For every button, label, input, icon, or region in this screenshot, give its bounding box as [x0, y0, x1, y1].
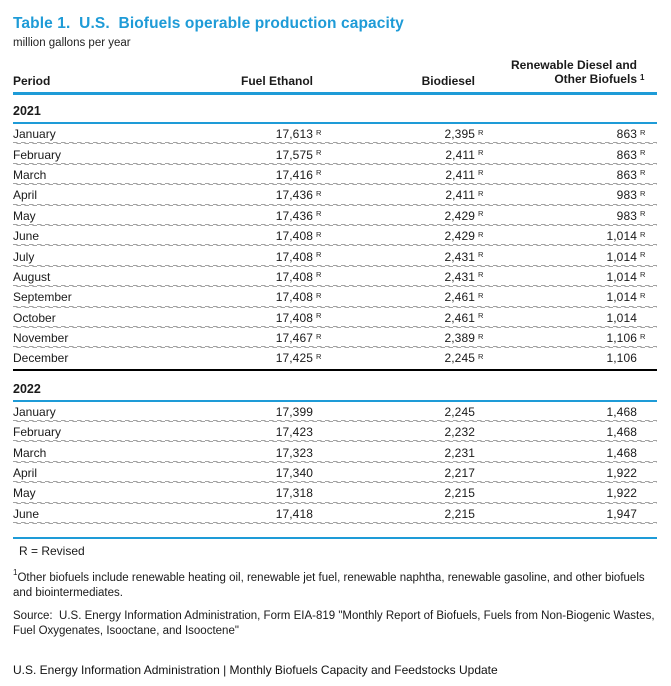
period-cell: February [13, 425, 62, 440]
table-row [13, 308, 657, 328]
period-cell: February [13, 147, 62, 162]
source-note: Source: U.S. Energy Information Administration, Form EIA-819 "Monthly Report of Biofuels, Fuels from Non-Biogenic Wastes, Fuel Oxygenates, Isooctane, and Isooctene" [13, 610, 658, 637]
fuel-ethanol-cell: 17,575 $^R$ [275, 147, 322, 162]
table-row [13, 463, 657, 483]
period-cell: March [13, 167, 47, 182]
revised-flag: R [316, 148, 322, 158]
renewable-diesel-cell: 1,106 [606, 351, 637, 366]
period-cell: May [13, 208, 36, 223]
revised-flag: R [316, 209, 322, 219]
fuel-ethanol-cell: 17,318 [275, 486, 313, 501]
year-label-2022: 2022 [13, 381, 41, 396]
fuel-ethanol-cell: 17,408 $^R$ [275, 229, 322, 244]
table-row [13, 422, 657, 442]
table-row [13, 504, 657, 524]
period-cell: April [13, 466, 38, 481]
renewable-diesel-cell: 983 $^R$ [616, 188, 646, 203]
period-cell: January [13, 404, 56, 419]
table-row [13, 267, 657, 287]
biodiesel-cell: 2,429 $^R$ [444, 229, 484, 244]
revised-flag: R [478, 148, 484, 158]
table-row [13, 124, 657, 144]
renewable-diesel-cell: 1,922 [606, 466, 637, 481]
renewable-diesel-cell: 983 $^R$ [616, 208, 646, 223]
biodiesel-cell: 2,429 $^R$ [444, 208, 484, 223]
revised-flag: R [478, 229, 484, 239]
biodiesel-cell: 2,461 $^R$ [444, 290, 484, 305]
biodiesel-cell: 2,232 [444, 425, 475, 440]
page-footer: U.S. Energy Information Administration | Monthly Biofuels Capacity and Feedstocks Update [13, 663, 498, 678]
revised-flag: R [316, 290, 322, 300]
footnote-other-biofuels: $^1$Other biofuels include renewable heating oil, renewable jet fuel, renewable naphtha, renewable gasoline, and other biofuels and biointermediates. [13, 568, 645, 599]
table-row [13, 402, 657, 422]
biodiesel-cell: 2,389 $^R$ [444, 331, 484, 346]
column-header-biodiesel: Biodiesel [333, 74, 495, 88]
fuel-ethanol-cell: 17,408 $^R$ [275, 269, 322, 284]
revised-flag: R [478, 351, 484, 361]
table-row [13, 185, 657, 205]
revised-legend: R = Revised [19, 544, 85, 559]
biodiesel-cell: 2,431 $^R$ [444, 269, 484, 284]
table-units-subtitle: million gallons per year [13, 37, 131, 49]
flag-slot [637, 72, 657, 88]
renewable-diesel-cell: 1,014 [606, 310, 637, 325]
biodiesel-cell: 2,231 [444, 445, 475, 460]
fuel-ethanol-cell: 17,467 $^R$ [275, 331, 322, 346]
table-row [13, 348, 657, 368]
renewable-diesel-cell: 1,014 $^R$ [606, 249, 646, 264]
footnote-marker: 1 [640, 72, 645, 82]
fuel-ethanol-cell: 17,423 [275, 425, 313, 440]
flag-slot [637, 58, 657, 72]
period-cell: September [13, 290, 72, 305]
fuel-ethanol-cell: 17,408 $^R$ [275, 249, 322, 264]
biodiesel-cell: 2,461 $^R$ [444, 310, 484, 325]
column-header-renewable-diesel: Renewable Diesel and Other Biofuels $^1$ [495, 58, 657, 88]
fuel-ethanol-cell: 17,340 [275, 466, 313, 481]
header-rule [13, 92, 657, 95]
biodiesel-cell: 2,411 $^R$ [445, 147, 484, 162]
fuel-ethanol-cell: 17,436 $^R$ [275, 208, 322, 223]
table-row [13, 287, 657, 307]
renewable-diesel-cell: 863 $^R$ [616, 147, 646, 162]
biodiesel-cell: 2,411 $^R$ [445, 167, 484, 182]
period-cell: November [13, 331, 69, 346]
column-header-fuel-ethanol: Fuel Ethanol [153, 74, 333, 88]
renewable-diesel-cell: 1,468 [606, 425, 637, 440]
revised-flag: R [316, 127, 322, 137]
fuel-ethanol-cell: 17,416 $^R$ [275, 167, 322, 182]
revised-flag: R [316, 168, 322, 178]
revised-flag: R [640, 127, 646, 137]
revised-flag: R [478, 311, 484, 321]
biodiesel-cell: 2,395 $^R$ [444, 127, 484, 142]
revised-flag: R [316, 229, 322, 239]
revised-flag: R [640, 209, 646, 219]
fuel-ethanol-cell: 17,613 $^R$ [275, 127, 322, 142]
biodiesel-cell: 2,431 $^R$ [444, 249, 484, 264]
period-cell: July [13, 249, 35, 264]
period-cell: August [13, 269, 51, 284]
revised-flag: R [316, 250, 322, 260]
fuel-ethanol-cell: 17,408 $^R$ [275, 310, 322, 325]
revised-flag: R [316, 188, 322, 198]
biodiesel-cell: 2,245 $^R$ [444, 351, 484, 366]
table-row [13, 226, 657, 246]
period-cell: May [13, 486, 36, 501]
renewable-diesel-cell: 863 $^R$ [616, 127, 646, 142]
period-cell: January [13, 127, 56, 142]
fuel-ethanol-cell: 17,436 $^R$ [275, 188, 322, 203]
revised-flag: R [478, 209, 484, 219]
period-cell: June [13, 506, 40, 521]
year-label-2021: 2021 [13, 104, 41, 118]
revised-flag: R [478, 290, 484, 300]
table-row [13, 144, 657, 164]
revised-flag: R [478, 270, 484, 280]
fuel-ethanol-cell: 17,408 $^R$ [275, 290, 322, 305]
period-cell: October [13, 310, 56, 325]
fuel-ethanol-cell: 17,399 [275, 404, 313, 419]
table-row [13, 483, 657, 503]
notes-top-rule [13, 537, 657, 539]
biodiesel-cell: 2,245 [444, 404, 475, 419]
renewable-diesel-cell: 1,014 $^R$ [606, 269, 646, 284]
revised-flag: R [640, 331, 646, 341]
renewable-diesel-cell: 1,106 $^R$ [606, 331, 646, 346]
fuel-ethanol-cell: 17,323 [275, 445, 313, 460]
table-header-row [13, 58, 657, 88]
period-cell: December [13, 351, 69, 366]
revised-flag: R [640, 188, 646, 198]
table-row [13, 165, 657, 185]
revised-flag: R [478, 250, 484, 260]
table-row [13, 206, 657, 226]
period-cell: March [13, 445, 47, 460]
revised-flag: R [478, 188, 484, 198]
revised-flag: R [316, 311, 322, 321]
revised-flag: R [316, 270, 322, 280]
revised-flag: R [316, 331, 322, 341]
renewable-diesel-cell: 1,468 [606, 445, 637, 460]
revised-flag: R [316, 351, 322, 361]
renewable-diesel-cell: 1,014 $^R$ [606, 290, 646, 305]
flag-slot [313, 74, 333, 88]
table-row [13, 246, 657, 266]
period-cell: June [13, 229, 40, 244]
revised-flag: R [478, 331, 484, 341]
revised-flag: R [478, 127, 484, 137]
renewable-diesel-cell: 1,947 [606, 506, 637, 521]
revised-flag: R [478, 168, 484, 178]
document-page [0, 15, 671, 677]
fuel-ethanol-cell: 17,418 [275, 506, 313, 521]
footnote-marker: 1 [13, 568, 18, 578]
flag-slot [475, 74, 495, 88]
column-header-period: Period [13, 74, 51, 88]
renewable-diesel-cell: 863 $^R$ [616, 167, 646, 182]
biodiesel-cell: 2,411 $^R$ [445, 188, 484, 203]
period-cell: April [13, 188, 38, 203]
biodiesel-cell: 2,215 [444, 506, 475, 521]
revised-flag: R [640, 250, 646, 260]
biodiesel-cell: 2,215 [444, 486, 475, 501]
renewable-diesel-cell: 1,468 [606, 404, 637, 419]
table-title: Table 1. U.S. Biofuels operable production capacity [13, 15, 404, 32]
biodiesel-cell: 2,217 [444, 466, 475, 481]
renewable-diesel-cell: 1,922 [606, 486, 637, 501]
revised-flag: R [640, 168, 646, 178]
renewable-diesel-cell: 1,014 $^R$ [606, 229, 646, 244]
fuel-ethanol-cell: 17,425 $^R$ [275, 351, 322, 366]
revised-flag: R [640, 229, 646, 239]
revised-flag: R [640, 270, 646, 280]
revised-flag: R [640, 290, 646, 300]
table-row [13, 328, 657, 348]
section-end-rule [13, 369, 657, 371]
table-row [13, 442, 657, 462]
revised-flag: R [640, 148, 646, 158]
